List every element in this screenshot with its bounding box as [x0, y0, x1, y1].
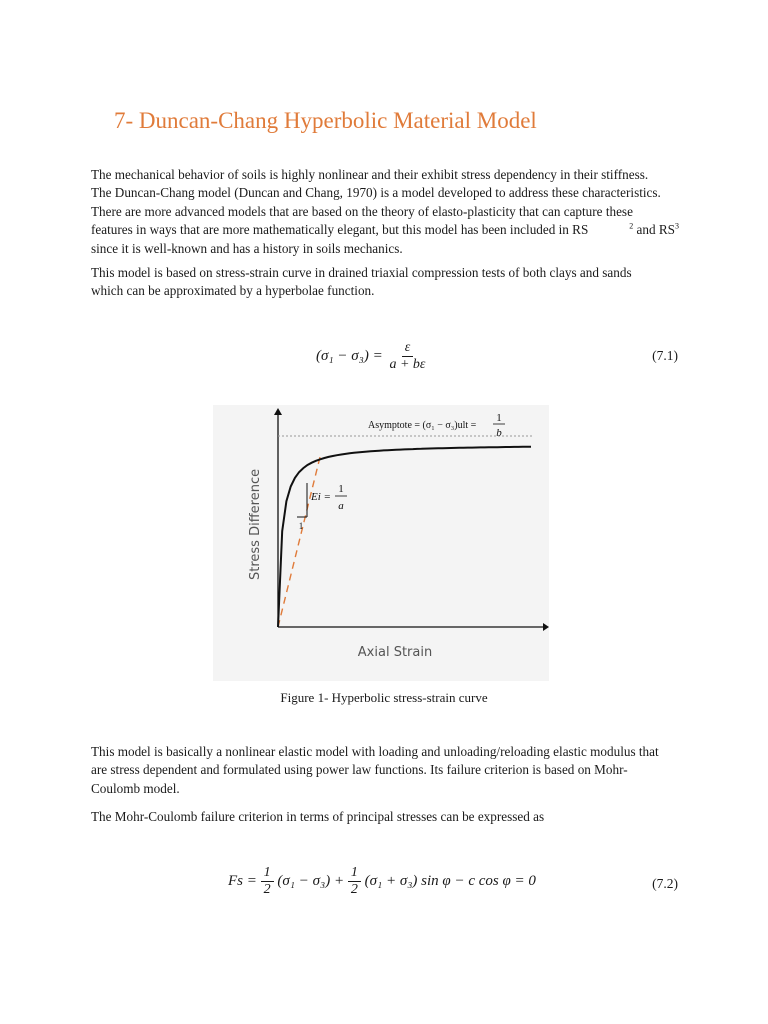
- text-line: since it is well-known and has a history in soils mechanics.: [91, 240, 403, 256]
- eq2-lhs: Fs =: [228, 872, 257, 889]
- eq1-fraction: [386, 340, 428, 373]
- figure-stress-strain: [213, 405, 549, 681]
- stress-strain-plot: [213, 405, 549, 681]
- text-line: are stress dependent and formulated using power law functions. Its failure criterion is based on Mohr-: [91, 762, 628, 778]
- eq1-lhs: (σ₁ − σ₃) =: [316, 347, 383, 364]
- x-axis-arrow-icon: [543, 623, 549, 631]
- eq1-denominator: a + bε: [389, 357, 426, 372]
- eq2-term2: (σ₁ + σ₃) sin φ − c cos φ = 0: [364, 872, 536, 889]
- text-line: There are more advanced models that are based on the theory of elasto-plasticity that can capture these: [91, 203, 633, 219]
- x-axis-label: Axial Strain: [357, 645, 433, 660]
- ei-denominator: a: [338, 500, 344, 512]
- equation-number-7-2: (7.2): [652, 876, 678, 891]
- asymptote-label: Asymptote = (σ₁ − σ₃)ult =: [368, 420, 477, 431]
- figure-caption: Figure 1- Hyperbolic stress-strain curve: [280, 690, 488, 705]
- initial-tangent-line: [278, 453, 321, 627]
- paragraph-hyperbola: [91, 264, 679, 301]
- text-line-rs: [91, 221, 679, 239]
- paragraph-nonlinear-elastic: [91, 743, 679, 798]
- eq2-half-1: [261, 865, 274, 898]
- equation-7-2: [228, 865, 536, 898]
- eq2-term1: (σ₁ − σ₃) +: [277, 872, 345, 889]
- superscript-3: 3: [675, 221, 679, 231]
- asymptote-numerator: 1: [496, 412, 502, 424]
- half-numerator: 1: [261, 865, 274, 882]
- text-line: This model is basically a nonlinear elastic model with loading and unloading/reloading elastic modulus that: [91, 744, 659, 759]
- superscript-2: 2: [629, 221, 634, 231]
- equation-7-1: [316, 340, 428, 373]
- y-axis-arrow-icon: [274, 408, 282, 415]
- text-line: The Duncan-Chang model (Duncan and Chang, 1970) is a model developed to address these characteristics.: [91, 185, 661, 201]
- ei-numerator: 1: [338, 483, 344, 495]
- text-fragment: [629, 221, 679, 239]
- text-line: The Mohr-Coulomb failure criterion in terms of principal stresses can be expressed as: [91, 809, 545, 824]
- y-axis-label: Stress Difference: [248, 468, 263, 580]
- half-denominator: 2: [350, 882, 358, 897]
- text-fragment: features in ways that are more mathematically elegant, but this model has been included in RS: [91, 222, 589, 238]
- text-line: This model is based on stress-strain curve in drained triaxial compression tests of both clays and sands: [91, 265, 632, 280]
- half-denominator: 2: [263, 882, 271, 897]
- text-line: Coulomb model.: [91, 780, 180, 796]
- slope-unit-label: 1: [298, 521, 304, 531]
- paragraph-intro: [91, 166, 679, 258]
- text-fragment-and: and RS: [633, 222, 675, 238]
- equation-number-7-1: (7.1): [652, 348, 678, 363]
- section-heading: 7- Duncan-Chang Hyperbolic Material Model: [114, 108, 537, 133]
- text-line: which can be approximated by a hyperbolae function.: [91, 283, 375, 299]
- asymptote-denominator: b: [496, 427, 502, 439]
- half-numerator: 1: [348, 865, 361, 882]
- eq2-half-2: [348, 865, 361, 898]
- text-line: The mechanical behavior of soils is highly nonlinear and their exhibit stress dependency in their stiffness.: [91, 167, 649, 182]
- paragraph-mohr-coulomb: [91, 808, 679, 826]
- ei-label: Ei =: [311, 491, 331, 503]
- eq1-numerator: ε: [402, 340, 414, 357]
